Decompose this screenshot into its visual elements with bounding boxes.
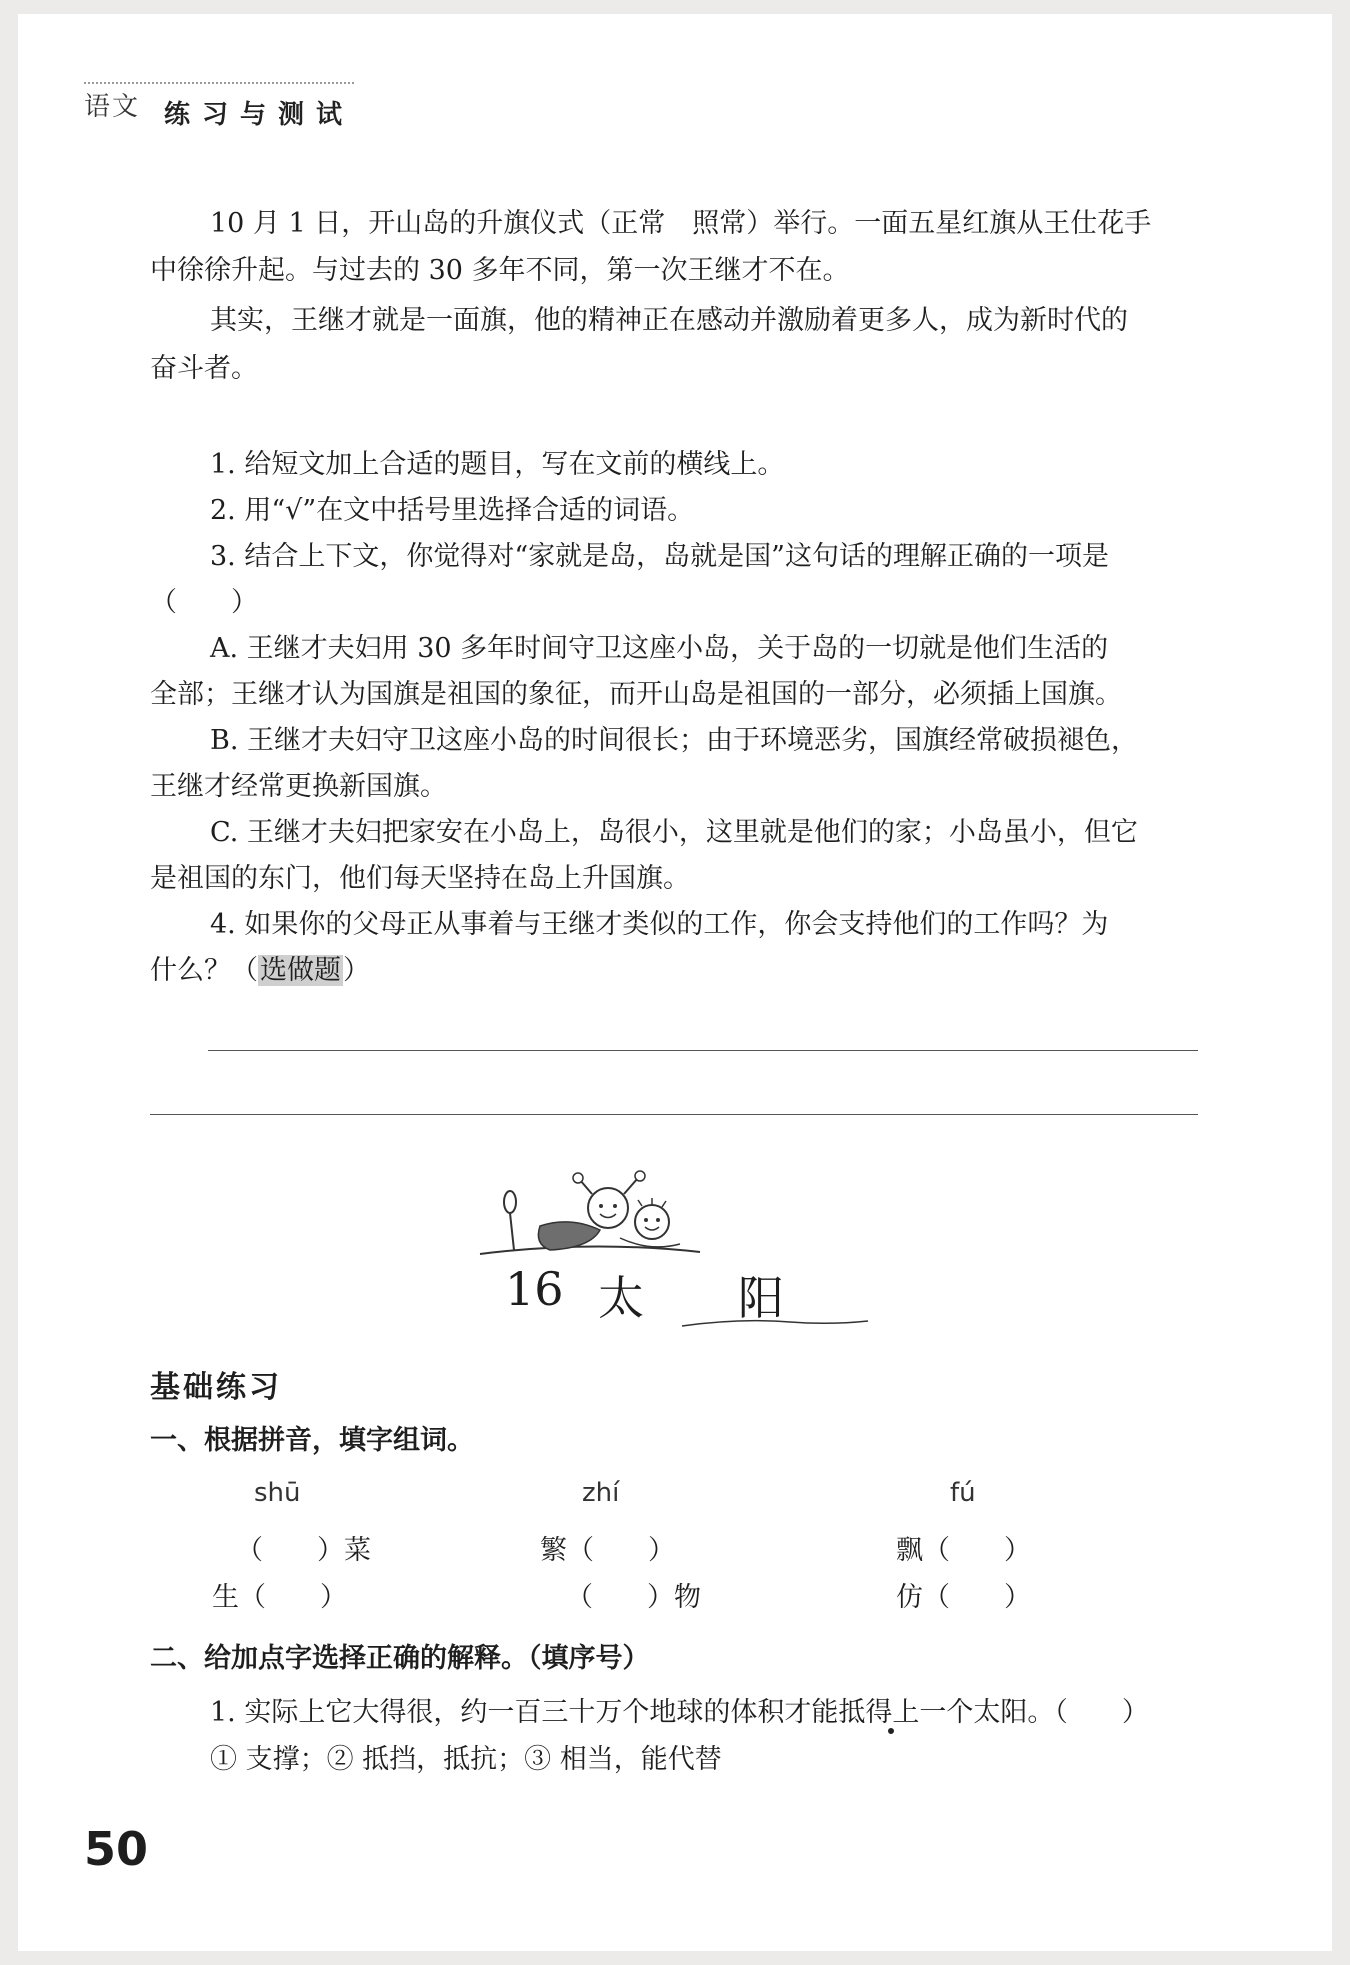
question-1: 1. 给短文加上合适的题目，写在文前的横线上。 [210,449,785,480]
fill-item-3a[interactable]: 飘（ ） [896,1535,1031,1566]
header-subject: 语文 [84,92,141,122]
question-4-line2 [150,948,370,994]
lesson-number: 16 [505,1262,564,1316]
emphasis-dot [888,1728,894,1734]
passage-p2-line1: 其实，王继才就是一面旗，他的精神正在感动并激励着更多人，成为新时代的 [210,305,1128,336]
question-4-line1: 4. 如果你的父母正从事着与王继才类似的工作，你会支持他们的工作吗？为 [210,909,1109,940]
question-4-suffix: ） [343,955,370,986]
fill-item-3b[interactable]: 仿（ ） [896,1582,1031,1613]
optional-badge: 选做题 [260,955,341,986]
passage-p1-line2: 中徐徐升起。与过去的 30 多年不同，第一次王继才不在。 [150,255,850,286]
option-a-line1: A. 王继才夫妇用 30 多年时间守卫这座小岛，关于岛的一切就是他们生活的 [210,633,1109,664]
part-2-title: 二、给加点字选择正确的解释。（填序号） [150,1643,650,1674]
page-number: 50 [84,1822,149,1876]
answer-line-2[interactable] [150,1114,1198,1115]
part-1-title: 一、根据拼音，填字组词。 [150,1425,474,1456]
part-2-item-1-options: ① 支撑；② 抵挡，抵抗；③ 相当，能代替 [210,1744,722,1775]
question-2: 2. 用“√”在文中括号里选择合适的词语。 [210,495,695,526]
option-b-line1: B. 王继才夫妇守卫这座小岛的时间很长；由于环境恶劣，国旗经常破损褪色， [210,725,1139,756]
fill-item-1a[interactable]: （ ）菜 [236,1535,371,1566]
option-c-line1: C. 王继才夫妇把家安在小岛上，岛很小，这里就是他们的家；小岛虽小，但它 [210,817,1138,848]
lesson-title-char-2: 阳 [738,1271,784,1325]
question-3-answer-bracket[interactable]: （ ） [150,587,258,618]
option-b-line2: 王继才经常更换新国旗。 [150,771,447,802]
fill-item-1b[interactable]: 生（ ） [212,1582,347,1613]
lesson-title-char-1: 太 [598,1271,644,1325]
section-heading: 基础练习 [150,1370,282,1405]
children-illustration [470,1166,710,1266]
fill-item-2b[interactable]: （ ）物 [566,1582,701,1613]
pinyin-fu: fú [950,1478,976,1508]
option-c-line2: 是祖国的东门，他们每天坚持在岛上升国旗。 [150,863,690,894]
header-series: 练习与测试 [164,100,355,130]
passage-p1-line1: 10 月 1 日，开山岛的升旗仪式（正常 照常）举行。一面五星红旗从王仕花手 [210,208,1152,239]
option-a-line2: 全部；王继才认为国旗是祖国的象征，而开山岛是祖国的一部分，必须插上国旗。 [150,679,1122,710]
fill-item-2a[interactable]: 繁（ ） [540,1535,675,1566]
part-2-item-1: 1. 实际上它大得很，约一百三十万个地球的体积才能抵得上一个太阳。（ ） [210,1697,1149,1728]
pinyin-shu: shū [254,1478,301,1508]
page-header [84,64,354,144]
answer-line-1[interactable] [208,1050,1198,1051]
question-4-prefix: 什么？（ [150,955,258,986]
passage-p2-line2: 奋斗者。 [150,353,258,384]
pinyin-zhi: zhí [582,1478,620,1508]
header-dotted-rule [84,82,354,84]
question-3-line1: 3. 结合上下文，你觉得对“家就是岛，岛就是国”这句话的理解正确的一项是 [210,541,1109,572]
title-underline [680,1316,870,1330]
